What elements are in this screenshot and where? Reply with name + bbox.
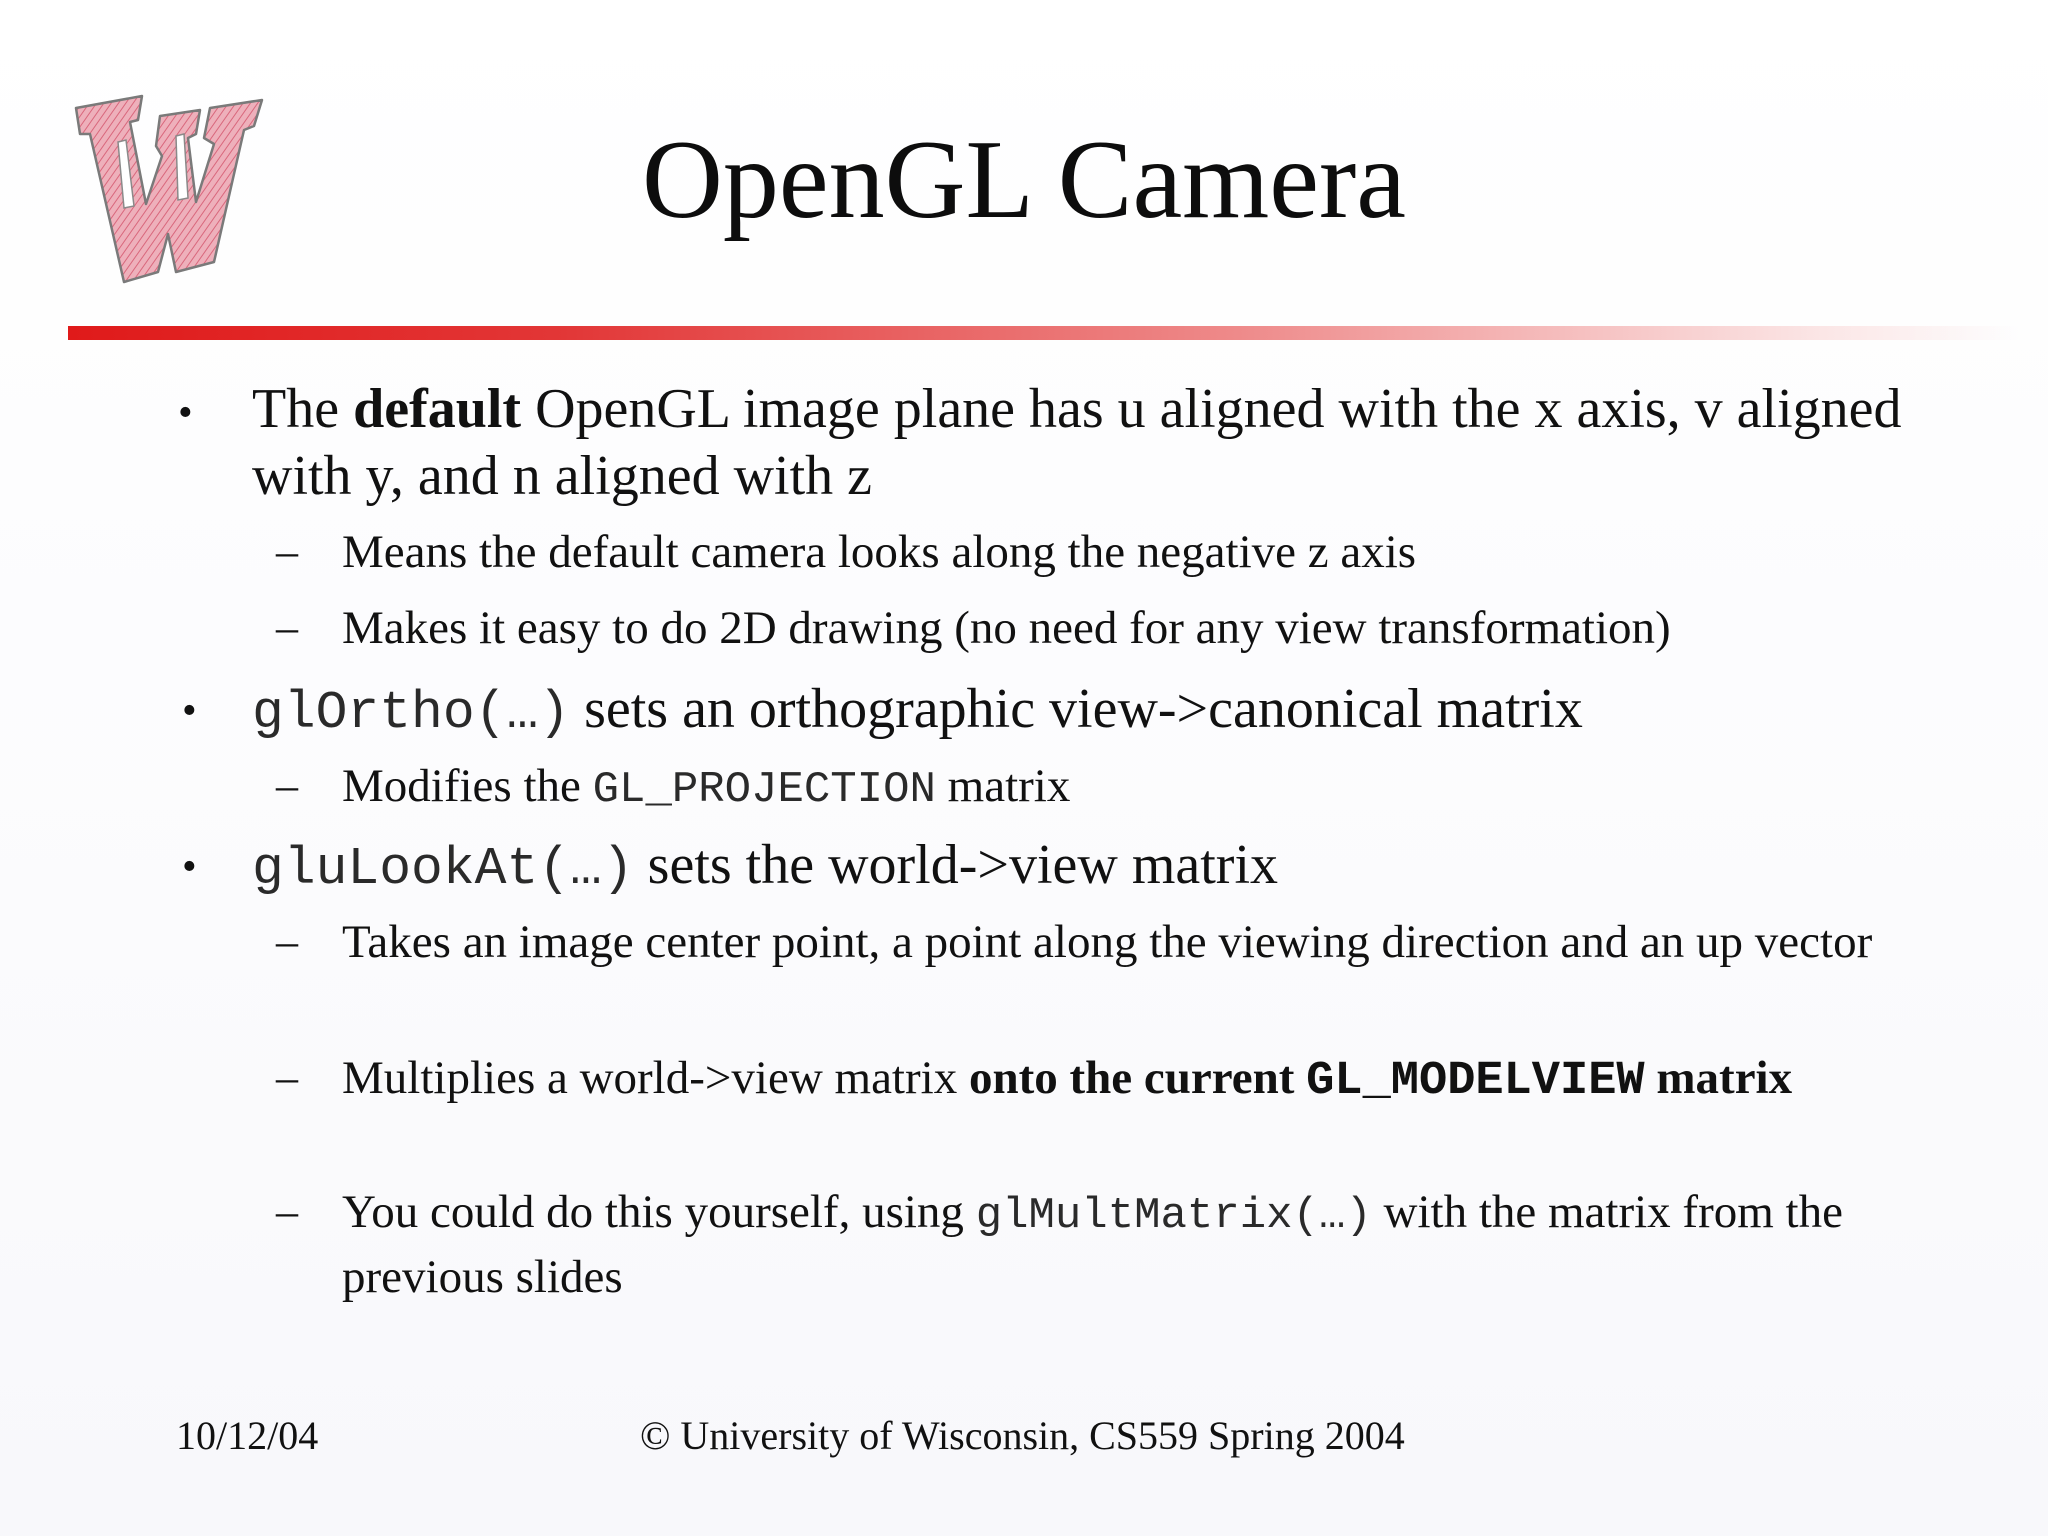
code-glulookat: gluLookAt(…) <box>252 839 634 899</box>
sub-bullet-marker: – <box>276 603 298 652</box>
bullet-text: sets an orthographic view->canonical matrix <box>570 678 1583 740</box>
sub-bullet-marker: – <box>276 1187 298 1236</box>
bullet-item <box>252 376 1912 510</box>
sub-bullet-item <box>342 1182 1902 1308</box>
sub-bullet-text-bold: onto the current <box>968 1052 1307 1104</box>
bullet-marker: • <box>182 688 197 734</box>
footer-date: 10/12/04 <box>176 1413 319 1458</box>
sub-bullet-item <box>342 598 1902 659</box>
bullet-item <box>252 676 1912 747</box>
slide-title: OpenGL Camera <box>642 118 1406 242</box>
sub-bullet-item <box>342 1048 1902 1112</box>
sub-bullet-item <box>342 912 1902 973</box>
bullet-text-pre: The <box>252 378 354 440</box>
sub-bullet-text-pre: Multiplies a world->view matrix <box>342 1052 969 1104</box>
code-glortho: glOrtho(…) <box>252 683 571 743</box>
sub-bullet-text-post: matrix <box>935 760 1071 812</box>
sub-bullet-item <box>342 522 1902 583</box>
sub-bullet-text: Takes an image center point, a point along the viewing direction and an up vector <box>342 916 1873 968</box>
code-gl-projection: GL_PROJECTION <box>592 765 936 815</box>
sub-bullet-marker: – <box>276 1053 298 1102</box>
sub-bullet-marker: – <box>276 917 298 966</box>
sub-bullet-marker: – <box>276 761 298 810</box>
code-gl-modelview: GL_MODELVIEW <box>1306 1055 1645 1108</box>
bullet-text: sets the world->view matrix <box>633 834 1278 896</box>
bullet-item <box>252 832 1912 903</box>
sub-bullet-marker: – <box>276 527 298 576</box>
sub-bullet-item <box>342 756 1902 821</box>
sub-bullet-text-bold-end: matrix <box>1644 1052 1793 1104</box>
bullet-marker: • <box>182 844 197 890</box>
sub-bullet-text: Means the default camera looks along the negative z axis <box>342 526 1417 578</box>
bullet-text-bold: default <box>353 378 522 440</box>
sub-bullet-text-pre: Modifies the <box>342 760 593 812</box>
bullet-text-post: OpenGL image plane has u aligned with the x axis, v aligned with y, and n aligned with z <box>252 378 1902 507</box>
bullet-marker: • <box>178 390 193 436</box>
sub-bullet-text-pre: You could do this yourself, using <box>342 1186 976 1238</box>
code-glmultmatrix: glMultMatrix(…) <box>975 1191 1372 1241</box>
sub-bullet-text: Makes it easy to do 2D drawing (no need for any view transformation) <box>342 602 1671 654</box>
sub-bullet-text-post: with the matrix from the previous slides <box>342 1186 1843 1303</box>
footer-copyright: © University of Wisconsin, CS559 Spring 2004 <box>640 1413 1405 1458</box>
